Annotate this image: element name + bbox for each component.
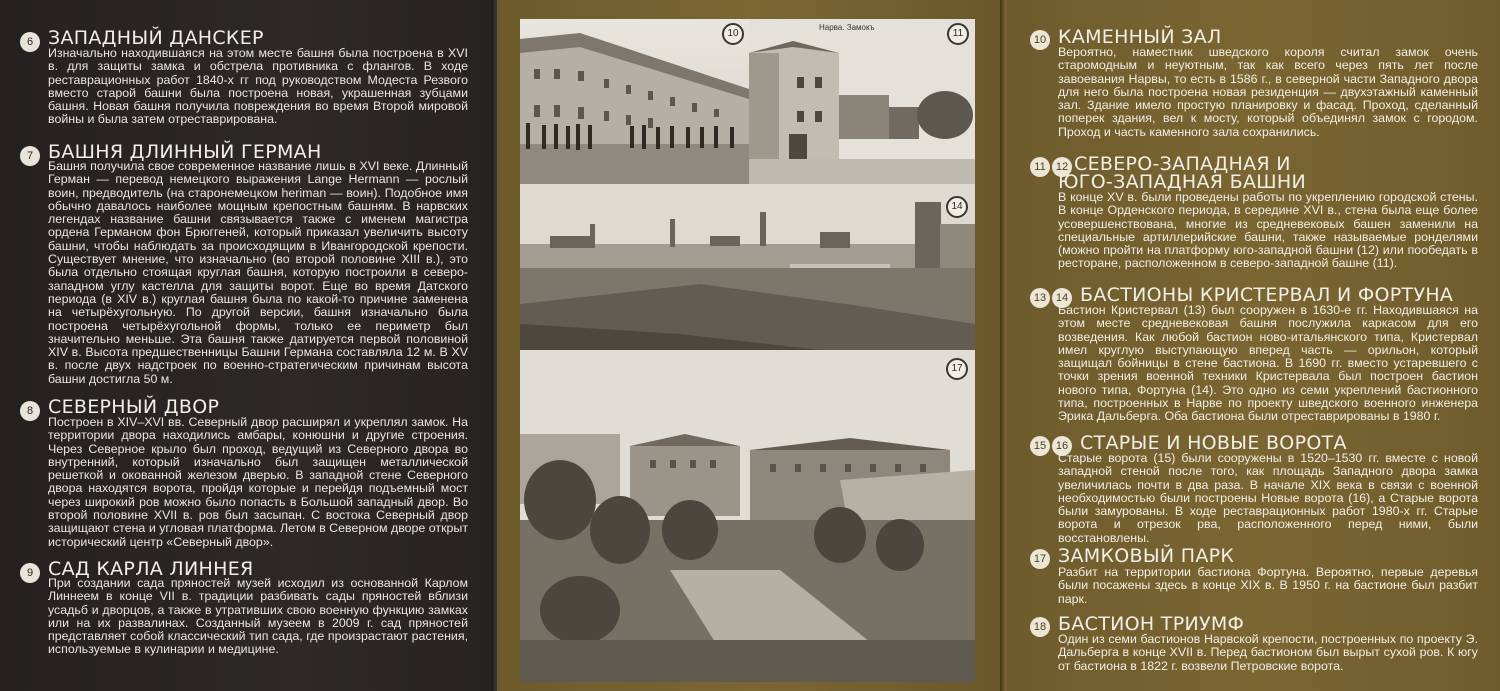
number-badge: 6 <box>20 32 40 52</box>
section-text: Старые ворота (15) были сооружены в 1520–1530 гг. вместе с новой западной стеной после того, как площадь Западного двора замка увеличилась почти в два раза. В начале XIX века в связи с военной необходимостью были построены Новые ворота (16), а Старые ворота были замурованы. В ходе реставрационных работ 1980-х гг. Старые ворота и отрезок рва, расположенного перед ними, были восстановлены. <box>1058 451 1478 545</box>
section-title: БАШНЯ ДЛИННЫЙ ГЕРМАН <box>48 141 322 163</box>
section-title: БАСТИОН ТРИУМФ <box>1058 613 1245 635</box>
section-text: Изначально находившаяся на этом месте башня была построена в XVI в. для защиты замка и обстрела противника с флангов. В ходе реставрационных работ 1840-х гг под руководством Модеста Резвого вместо старой башни была построена новая, украшенная зубцами башня. Новая башня получила повреждения во время Второй мировой войны и была затем отреставрирована. <box>48 46 468 127</box>
photo-north-west-tower <box>749 19 975 184</box>
section-text: Вероятно, наместник шведского короля считал замок очень старомодным и неуютным, так как всего через пять лет после завоевания Нарвы, то есть в 1586 г., в северной части Западного двора для него была построена новая резиденция — двухэтажный каменный зал. Здание имело простую планировку и фасад. Проход, сделанный поперек здания, вел к мосту, который объединял замок с городом. Проход и часть каменного зала сохранились. <box>1058 45 1478 139</box>
left-panel <box>0 0 497 691</box>
section-text: Башня получила свое современное название лишь в XVI веке. Длинный Герман — перевод немецкого выражения Lange Hermann — рослый воин, предводитель (на старонемецком heriman — воин). Подобное имя обычно давалось наиболее мощным крепостным башням. В нарвских легендах название башни связывается также с именем магистра ордена Германом фон Брюггеней, который приказал увеличить высоту башни, чтобы наблюдать за происходящим в Ивангородской крепости. Существует мнение, что изначально (во второй половине XIII в.), это была отдельно стоящая круглая башня, которую построили в северо-западном углу кастелла для защиты ворот. Еще во время Датского периода (в XIV в.) круглая башня была по какой-то причине заменена на четырёхугольную. По другой версии, башня изначально была построена четырёхугольной формы, только ее периметр был значительно меньше. Эта башня также датируется первой половиной XIV в. Высота предшественницы Башни Германа составляла 12 м. В XV в. после двух надстроек по военно-стратегическим причинам высота башни достигла 50 м. <box>48 159 468 386</box>
photo-number-badge: 10 <box>722 23 744 45</box>
section-title: ЗАПАДНЫЙ ДАНСКЕР <box>48 27 264 49</box>
number-badge: 9 <box>20 563 40 583</box>
section-title: СЕВЕРО-ЗАПАДНАЯ И <box>1074 153 1291 175</box>
section-text: Один из семи бастионов Нарвской крепости, построенных по проекту Э. Дальберга в конце XVII в. Перед бастионом был вырыт сухой ров. К югу от бастиона в 1822 г. возвели Петровские ворота. <box>1058 632 1478 673</box>
section-text: При создании сада пряностей музей исходил из основанной Карлом Линнеем в конце VII в. традиции разбивать сады пряностей вблизи усадьб и дворцов, а также в утративших свою военную функцию замках или на их развалинах. Созданный музеем в 2009 г. сад пряностей представляет собой классический тип сада, где произрастают растения, используемые в кулинарии и медицине. <box>48 576 468 657</box>
number-badge: 12 <box>1052 157 1072 177</box>
section-title: СЕВЕРНЫЙ ДВОР <box>48 396 220 418</box>
section-title: БАСТИОНЫ КРИСТЕРВАЛ И ФОРТУНА <box>1080 284 1454 306</box>
photo-number-badge: 11 <box>947 23 969 45</box>
photo-north-west-tower-image <box>749 19 975 184</box>
photo-caption: Нарва. Замокъ <box>819 23 875 32</box>
photo-fortuna-bastion-image <box>520 184 975 350</box>
section-title: СТАРЫЕ И НОВЫЕ ВОРОТА <box>1080 432 1347 454</box>
number-badge: 11 <box>1030 157 1050 177</box>
number-badge: 8 <box>20 401 40 421</box>
section-title: САД КАРЛА ЛИННЕЯ <box>48 558 254 580</box>
photo-number-badge: 14 <box>946 196 968 218</box>
right-panel <box>1008 0 1500 691</box>
section-title: ЗАМКОВЫЙ ПАРК <box>1058 545 1235 567</box>
photo-castle-park <box>520 350 975 682</box>
number-badge: 15 <box>1030 436 1050 456</box>
number-badge: 17 <box>1030 549 1050 569</box>
photo-number-badge: 17 <box>946 358 968 380</box>
photo-fortuna-bastion <box>520 184 975 350</box>
section-text: В конце XV в. были проведены работы по укреплению городской стены. В конце Орденского периода, в середине XVI в., стена была еще более усовершенствована, многие из средневековых башен заменили на специальные артиллерийские башни, также называемые ронделями (можно пройти на платформу юго-западной башни (12) или пообедать в ресторане, расположенном в северо-западной башне (11). <box>1058 190 1478 271</box>
section-text: Бастион Кристервал (13) был сооружен в 1630-е гг. Находившаяся на этом месте средневековая башня послужила каркасом для его возведения. Как любой бастион ново-итальянского типа, Кристервал имел круглую выступающую вперед часть — орильон, который защищал бойницы в стене бастиона. В 1690 гг. вместо устаревшего с точки зрения военной техники Кристервала был построен бастион нового типа, Фортуна (14). Это одно из семи укреплений бастионного типа, построенных в Нарве по проекту шведского военного инженера Эрика Дальберга. Оба бастиона были отреставрированы в 1980 г. <box>1058 303 1478 424</box>
number-badge: 16 <box>1052 436 1072 456</box>
photo-castle-park-image <box>520 350 975 682</box>
section-western-dansker <box>0 0 497 140</box>
photo-stone-hall <box>520 19 749 184</box>
photo-stone-hall-image <box>520 19 749 184</box>
section-title-line2: ЮГО-ЗАПАДНАЯ БАШНИ <box>1058 171 1306 193</box>
section-title: КАМЕННЫЙ ЗАЛ <box>1058 26 1222 48</box>
number-badge: 18 <box>1030 617 1050 637</box>
section-text: Построен в XIV–XVI вв. Северный двор расширял и укреплял замок. На территории двора находились амбары, конюшни и другие строения. Через Северное крыло был проход, ведущий из Северного двора во внутренний, который изначально был защищен металлической решеткой и окованной железом дверью. В западной стене Северного двора находятся ворота, пройдя которые и перейдя подъемный мост через широкий ров можно было попасть в Большой западный двор. Во второй половине XVII в. ров был засыпан. С востока Северный двор защищают стена и угловая платформа. Летом в Северном дворе открыт исторический центр «Северный двор». <box>48 415 468 549</box>
section-text: Разбит на территории бастиона Фортуна. Вероятно, первые деревья были посажены здесь в конце XIX в. В 1950 г. на бастионе был разбит парк. <box>1058 565 1478 606</box>
number-badge: 14 <box>1052 288 1072 308</box>
middle-panel <box>497 0 1007 691</box>
number-badge: 13 <box>1030 288 1050 308</box>
number-badge: 10 <box>1030 30 1050 50</box>
number-badge: 7 <box>20 146 40 166</box>
